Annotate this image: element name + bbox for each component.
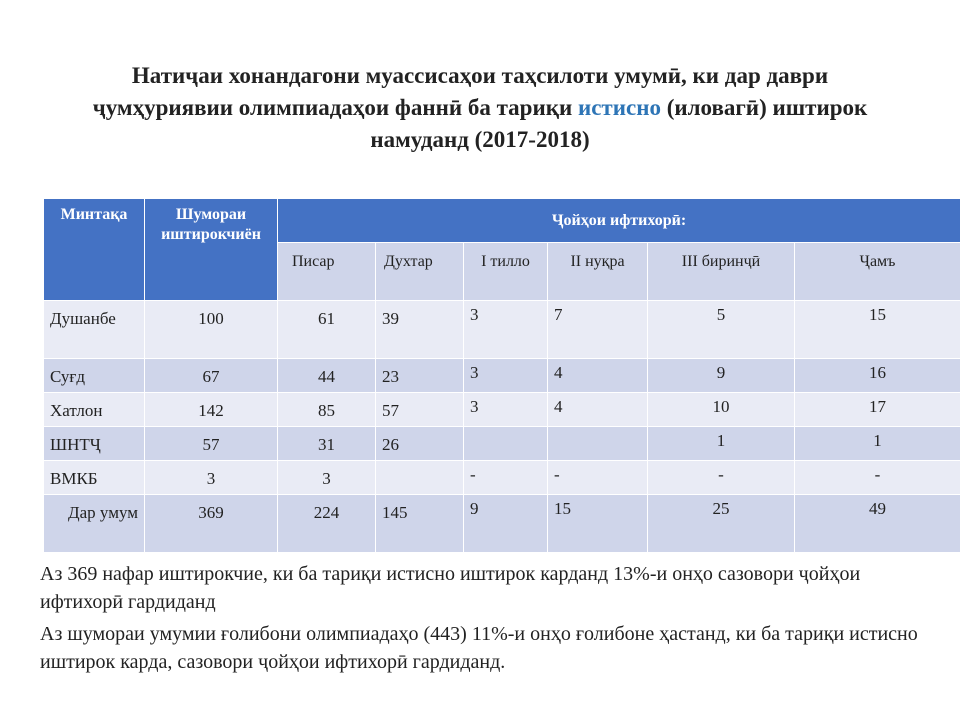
cell-third: 10 (648, 393, 795, 427)
cell-second: 7 (548, 301, 648, 359)
cell-participants: 57 (145, 427, 278, 461)
header-awards: Ҷойҳои ифтихорӣ: (278, 199, 960, 243)
cell-first: 3 (464, 393, 548, 427)
cell-second: 4 (548, 393, 648, 427)
cell-third: 9 (648, 359, 795, 393)
table-row (44, 461, 960, 495)
header-third: III биринҷӣ (648, 243, 795, 301)
cell-region: ВМКБ (44, 461, 145, 495)
cell-region: Суғд (44, 359, 145, 393)
header-second: II нуқра (548, 243, 648, 301)
page-title (60, 60, 900, 156)
header-region: Минтақа (44, 199, 145, 301)
cell-boys: 61 (278, 301, 376, 359)
header-first: I тилло (464, 243, 548, 301)
cell-boys: 224 (278, 495, 376, 553)
cell-boys: 31 (278, 427, 376, 461)
cell-participants: 142 (145, 393, 278, 427)
cell-first: - (464, 461, 548, 495)
cell-first (464, 427, 548, 461)
cell-participants: 3 (145, 461, 278, 495)
cell-boys: 3 (278, 461, 376, 495)
header-total: Ҷамъ (795, 243, 960, 301)
cell-total: 49 (795, 495, 960, 553)
header-boys: Писар (278, 243, 376, 301)
summary-note-2: Аз шумораи умумии ғолибони олимпиадаҳо (443) 11%-и онҳо ғолибоне ҳастанд, ки ба тариқи истисно иштирок карда, сазовори ҷойҳои ифтихорӣ гардиданд. (40, 623, 918, 673)
cell-region: Душанбе (44, 301, 145, 359)
cell-boys: 44 (278, 359, 376, 393)
table-row (44, 359, 960, 393)
cell-third: 25 (648, 495, 795, 553)
title-part2: (иловагӣ) иштирок намуданд (2017-2018) (370, 95, 868, 152)
table-row (44, 393, 960, 427)
cell-participants: 369 (145, 495, 278, 553)
cell-participants: 67 (145, 359, 278, 393)
cell-region: Хатлон (44, 393, 145, 427)
cell-second: 4 (548, 359, 648, 393)
cell-first: 3 (464, 301, 548, 359)
cell-girls: 39 (376, 301, 464, 359)
title-highlight: истисно (577, 95, 661, 120)
cell-first: 3 (464, 359, 548, 393)
cell-total: 1 (795, 427, 960, 461)
cell-boys: 85 (278, 393, 376, 427)
title-part1: Натиҷаи хонандагони муассисаҳои таҳсилоти умумӣ, ки дар даври ҷумҳуриявии олимпиадаҳои фаннӣ ба тариқи (92, 63, 829, 120)
cell-second: - (548, 461, 648, 495)
header-girls: Духтар (376, 243, 464, 301)
summary-note-1: Аз 369 нафар иштирокчие, ки ба тариқи истисно иштирок карданд 13%-и онҳо сазовори ҷойҳои ифтихорӣ гардиданд (40, 563, 861, 613)
cell-third: - (648, 461, 795, 495)
cell-girls: 57 (376, 393, 464, 427)
cell-total: 15 (795, 301, 960, 359)
results-table (43, 198, 960, 553)
cell-region: ШНТҶ (44, 427, 145, 461)
cell-third: 5 (648, 301, 795, 359)
cell-third: 1 (648, 427, 795, 461)
cell-total: 17 (795, 393, 960, 427)
cell-region: Дар умум (44, 495, 145, 553)
cell-total: - (795, 461, 960, 495)
cell-second: 15 (548, 495, 648, 553)
table-row (44, 427, 960, 461)
cell-girls (376, 461, 464, 495)
cell-participants: 100 (145, 301, 278, 359)
cell-girls: 23 (376, 359, 464, 393)
header-participants: Шумораи иштирокчиён (145, 199, 278, 301)
cell-girls: 145 (376, 495, 464, 553)
cell-first: 9 (464, 495, 548, 553)
table-row (44, 301, 960, 359)
cell-total: 16 (795, 359, 960, 393)
table-row-total (44, 495, 960, 553)
cell-second (548, 427, 648, 461)
cell-girls: 26 (376, 427, 464, 461)
